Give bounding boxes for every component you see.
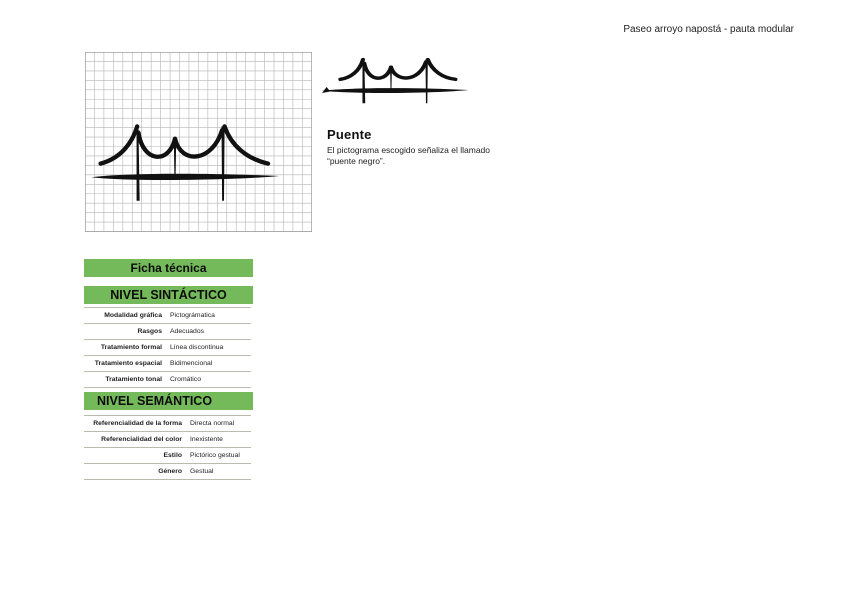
table-row <box>84 416 251 432</box>
table-row <box>84 340 251 356</box>
modular-grid-pictogram <box>85 52 312 232</box>
row-key: Tratamiento formal <box>100 344 162 351</box>
ficha-tecnica-header: Ficha técnica <box>84 259 253 277</box>
table-row <box>84 464 251 480</box>
nivel-semantico-header: NIVEL SEMÁNTICO <box>84 392 253 410</box>
row-value: Línea discontinua <box>170 344 224 351</box>
row-value: Directa normal <box>190 420 235 427</box>
pictogram-text: El pictograma escogido señaliza el llamado “puente negro”. <box>327 145 491 166</box>
row-key: Tratamiento tonal <box>105 376 162 383</box>
row-value: Bidimencional <box>170 360 213 367</box>
table-row <box>84 448 251 464</box>
row-value: Gestual <box>190 468 214 475</box>
table-row <box>84 324 251 340</box>
table-row <box>84 432 251 448</box>
bridge-pictogram-small <box>320 48 470 106</box>
table-row <box>84 372 251 388</box>
table-row <box>84 356 251 372</box>
pictogram-description <box>327 127 497 167</box>
row-key: Estilo <box>163 452 182 459</box>
pictogram-title: Puente <box>327 127 372 142</box>
row-value: Cromático <box>170 376 201 383</box>
page-title: Paseo arroyo napostá - pauta modular <box>623 24 794 35</box>
row-value: Pictórico gestual <box>190 452 240 459</box>
row-key: Tratamiento espacial <box>94 360 162 367</box>
row-key: Rasgos <box>137 328 162 335</box>
bridge-pictogram-large <box>91 126 279 200</box>
semantico-table <box>84 415 251 480</box>
row-value: Pictográmatica <box>170 312 215 319</box>
row-value: Inexistente <box>190 436 223 443</box>
row-key: Modalidad gráfica <box>104 312 162 319</box>
row-key: Referencialidad de la forma <box>93 420 182 427</box>
row-key: Género <box>158 468 182 475</box>
sintactico-table <box>84 307 251 388</box>
construction-grid <box>85 52 312 232</box>
table-row <box>84 308 251 324</box>
row-value: Adecuados <box>170 328 205 335</box>
row-key: Referencialidad del color <box>101 436 182 443</box>
nivel-sintactico-header: NIVEL SINTÁCTICO <box>84 286 253 304</box>
